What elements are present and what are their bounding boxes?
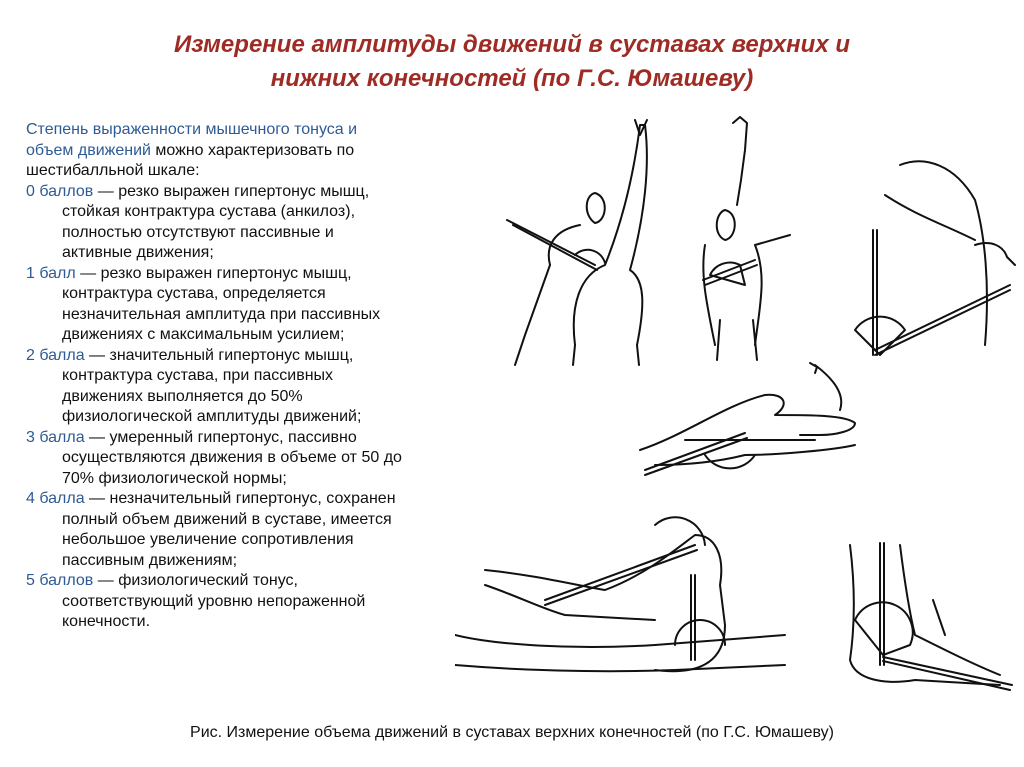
score-item-line: незначительная амплитуда при пассивных <box>62 305 381 323</box>
page-title <box>60 28 964 96</box>
score-label: 5 баллов <box>26 572 94 589</box>
score-item-heading <box>26 264 496 285</box>
score-item <box>26 428 496 490</box>
ankle-flexion-figure <box>850 543 1012 690</box>
title-line-1: Измерение амплитуды движений в суставах верхних и <box>173 31 851 58</box>
intro-rest-2: шестибалльной шкале: <box>26 162 200 179</box>
measurement-illustrations <box>455 105 1024 705</box>
knee-flexion-figure <box>455 517 785 671</box>
score-item-line: физиологической амплитуды движений; <box>62 408 362 425</box>
score-label: 0 баллов <box>26 182 94 200</box>
score-item-line: конечности. <box>62 613 151 630</box>
score-item-line: стойкая контрактура сустава (анкилоз), <box>62 203 356 220</box>
score-item-heading <box>26 346 496 367</box>
score-label: 3 балла <box>26 428 85 446</box>
score-item <box>26 571 496 633</box>
score-item-heading <box>26 571 496 592</box>
score-item-line: полный объем движений в суставе, имеется <box>62 510 392 528</box>
wrist-flexion-figure <box>640 363 855 475</box>
score-item <box>26 346 496 428</box>
intro-paragraph <box>26 120 496 182</box>
shoulder-abduction-back-figure <box>507 120 647 365</box>
score-item-line: движениях выполняется до 50% <box>62 387 303 405</box>
figure-caption: Рис. Измерение объема движений в суставах верхних конечностей (по Г.С. Юмашеву) <box>190 724 834 741</box>
shoulder-flexion-front-figure <box>703 117 790 360</box>
score-item-line: небольшое увеличение сопротивления <box>62 531 354 548</box>
score-item-line: контрактура сустава, определяется <box>62 285 326 302</box>
intro-highlight-2: объем движений <box>26 141 151 159</box>
score-item-heading <box>26 182 496 203</box>
score-item-line: активные движения; <box>62 244 214 261</box>
scale-description <box>26 120 496 633</box>
score-label: 1 балл <box>26 264 76 282</box>
score-item <box>26 182 496 264</box>
intro-rest-1: можно характеризовать по <box>150 141 355 159</box>
score-item-line: пассивным движениям; <box>62 551 238 569</box>
title-line-2: нижних конечностей (по Г.С. Юмашеву) <box>270 65 754 92</box>
score-label: 4 балла <box>26 490 85 507</box>
score-item-first-line: — физиологический тонус, <box>93 572 298 589</box>
score-item-first-line: — значительный гипертонус мышц, <box>84 346 354 364</box>
score-item-first-line: — резко выражен гипертонус мышц, <box>93 182 370 200</box>
score-label: 2 балла <box>26 346 85 364</box>
score-item-line: полностью отсутствуют пассивные и <box>62 223 334 241</box>
score-item-heading <box>26 489 496 510</box>
score-item <box>26 489 496 571</box>
score-item-first-line: — резко выражен гипертонус мышц, <box>75 264 352 282</box>
score-item-line: контрактура сустава, при пассивных <box>62 367 334 384</box>
score-item-first-line: — незначительный гипертонус, сохранен <box>84 490 396 507</box>
score-item-line: 70% физиологической нормы; <box>62 469 287 487</box>
score-item-heading <box>26 428 496 449</box>
score-item <box>26 264 496 346</box>
score-list <box>26 182 496 633</box>
score-item-line: движениях с максимальным усилием; <box>62 326 345 343</box>
score-item-line: осуществляются движения в объеме от 50 до <box>62 449 402 466</box>
intro-highlight-1: Степень выраженности мышечного тонуса и <box>26 121 358 138</box>
score-item-line: соответствующий уровню непораженной <box>62 592 366 610</box>
elbow-flexion-figure <box>855 161 1015 355</box>
score-item-first-line: — умеренный гипертонус, пассивно <box>84 428 357 446</box>
